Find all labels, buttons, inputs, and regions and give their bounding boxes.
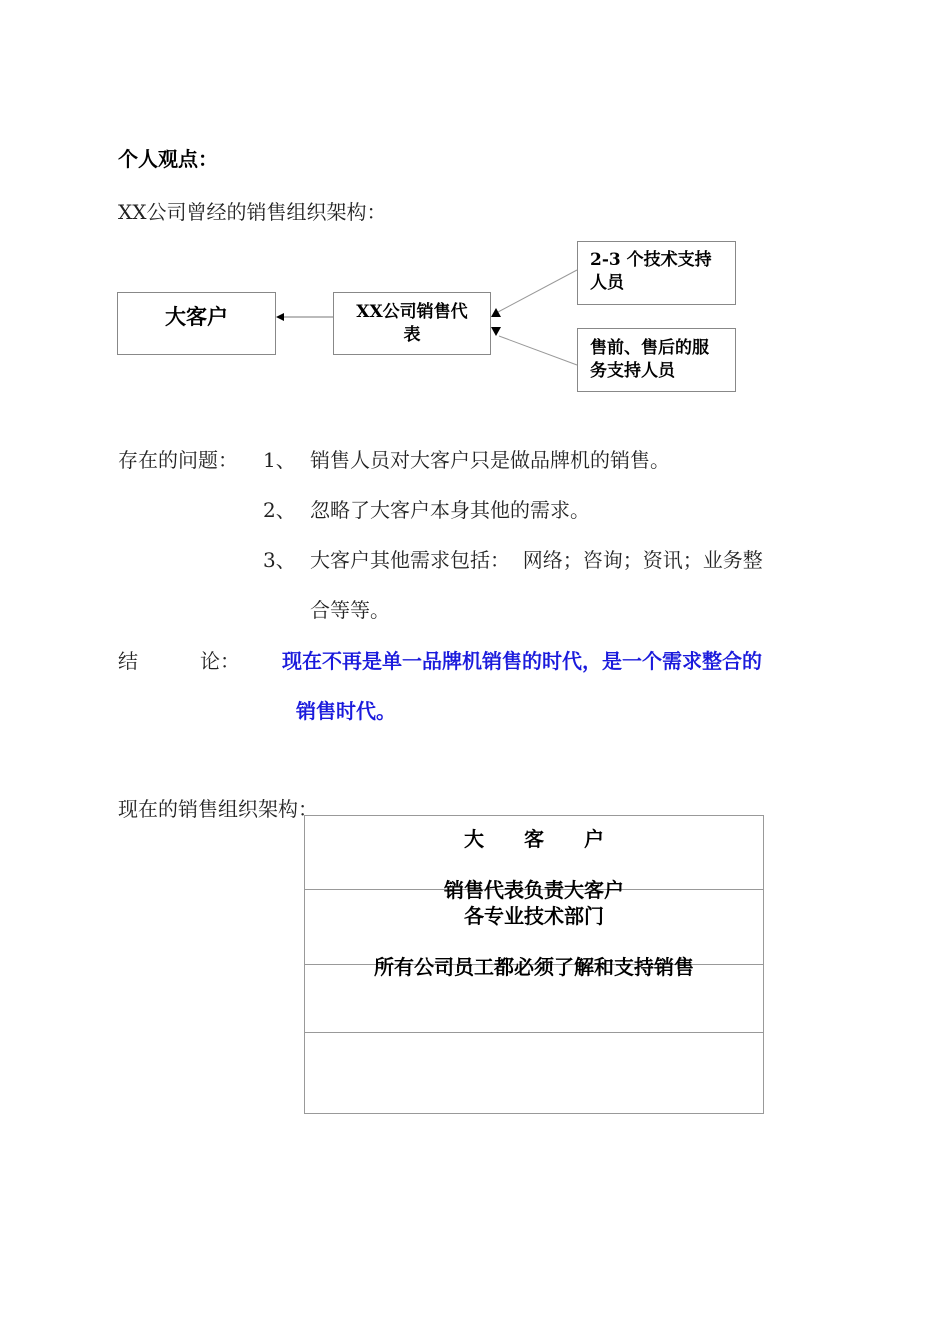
arrow-up-icon [491,308,501,317]
new-row-client: 大 客 户 [464,827,604,851]
problem-num-1: 1、 [263,448,296,472]
arrow-down-icon [491,327,501,336]
problem-text-3-cont: 合等等。 [310,598,390,622]
new-row-sales-rep: 销售代表负责大客户 [444,878,624,902]
conclusion-line1: 现在不再是单一品牌机销售的时代，是一个需求整合的 [282,649,762,673]
diagram-connectors [0,0,950,420]
section-heading: 个人观点： [118,147,218,171]
problem-text-1: 销售人员对大客户只是做品牌机的销售。 [310,448,670,472]
problems-label: 存在的问题： [118,448,238,472]
problem-text-3: 大客户其他需求包括： 网络；咨询；资讯；业务整 [310,548,763,572]
service-support-label-line2: 务支持人员 [590,361,675,381]
service-to-rep-line [499,336,577,365]
sales-rep-label-line2: 表 [403,325,421,345]
conclusion-line2: 销售时代。 [296,699,396,723]
old-structure-label: XX公司曾经的销售组织架构： [118,200,387,224]
sales-rep-label-line1: XX公司销售代 [356,302,468,322]
new-row-all-staff: 所有公司员工都必须了解和支持销售 [374,955,694,979]
tech-support-label-line2: 人员 [590,273,624,293]
problem-num-3: 3、 [263,548,296,572]
conclusion-label-a: 结 [118,649,138,673]
tech-to-rep-line [498,270,577,312]
tech-support-label-line1: 2-3 个技术支持 [590,250,712,270]
problem-num-2: 2、 [263,498,296,522]
service-support-label-line1: 售前、售后的服 [590,338,709,358]
client-label: 大客户 [165,304,228,329]
arrow-left-icon [276,313,284,321]
row-divider-3 [304,1032,764,1033]
new-structure-label: 现在的销售组织架构： [118,797,318,821]
new-row-tech-depts: 各专业技术部门 [464,904,604,928]
problem-text-2: 忽略了大客户本身其他的需求。 [310,498,590,522]
conclusion-label-b: 论： [200,649,240,673]
